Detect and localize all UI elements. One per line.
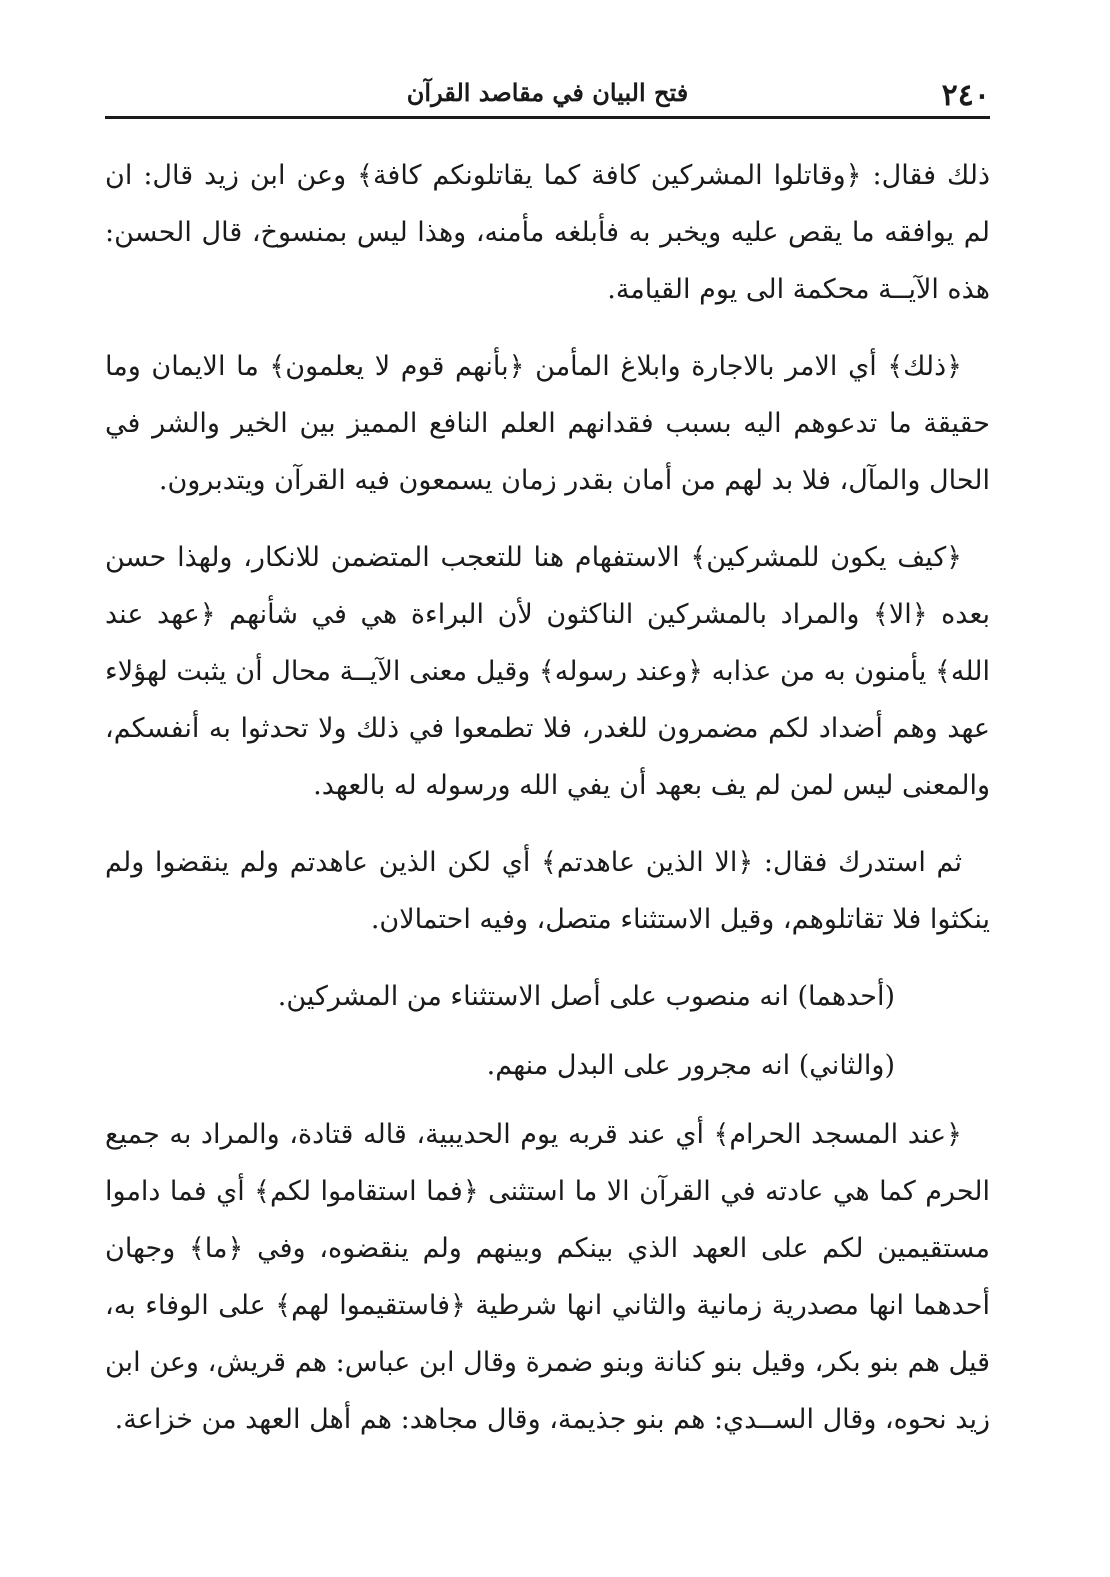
paragraph: ثم استدرك فقال: ﴿الا الذين عاهدتم﴾ أي لكن الذين عاهدتم ولم ينقضوا ولم ينكثوا فلا تقاتلوهم، وقيل الاستثناء متصل، وفيه احتمالان. xyxy=(105,847,990,935)
page-number: ٢٤٠ xyxy=(941,78,990,113)
paragraph: ﴿ذلك﴾ أي الامر بالاجارة وابلاغ المأمن ﴿بأنهم قوم لا يعلمون﴾ ما الايمان وما حقيقة ما تدعوهم اليه بسبب فقدانهم العلم النافع المميز بين الخير والشر في الحال والمآل، فلا بد لهم من أمان بقدر زمان يسمعون فيه القرآن ويتدبرون. xyxy=(105,351,990,496)
paragraph: ذلك فقال: ﴿وقاتلوا المشركين كافة كما يقاتلونكم كافة﴾ وعن ابن زيد قال: ان لم يوافقه ما يقص عليه ويخبر به فأبلغه مأمنه، وهذا ليس بمنسوخ، قال الحسن: هذه الآيــة محكمة الى يوم القيامة. xyxy=(105,160,990,305)
book-page xyxy=(105,60,990,1540)
book-title: فتح البيان في مقاصد القرآن xyxy=(406,78,689,107)
running-header xyxy=(105,60,990,119)
paragraph: ﴿كيف يكون للمشركين﴾ الاستفهام هنا للتعجب المتضمن للانكار، ولهذا حسن بعده ﴿الا﴾ والمراد بالمشركين الناكثون لأن البراءة هي في شأنهم ﴿عهد عند الله﴾ يأمنون به من عذابه ﴿وعند رسوله﴾ وقيل معنى الآيــة محال أن يثبت لهؤلاء عهد وهم أضداد لكم مضمرون للغدر، فلا تطمعوا في ذلك ولا تحدثوا به أنفسكم، والمعنى ليس لمن لم يف بعهد أن يفي الله ورسوله له بالعهد. xyxy=(105,542,990,801)
paragraph-subpoint: (والثاني) انه مجرور على البدل منهم. xyxy=(486,1050,895,1081)
body-text xyxy=(105,147,990,1448)
paragraph: ﴿عند المسجد الحرام﴾ أي عند قربه يوم الحديبية، قاله قتادة، والمراد به جميع الحرم كما هي عادته في القرآن الا ما استثنى ﴿فما استقاموا لكم﴾ أي فما داموا مستقيمين لكم على العهد الذي بينكم وبينهم ولم ينقضوه، وفي ﴿ما﴾ وجهان أحدهما انها مصدرية زمانية والثاني انها شرطية ﴿فاستقيموا لهم﴾ على الوفاء به، قيل هم بنو بكر، وقيل بنو كنانة وبنو ضمرة وقال ابن عباس: هم قريش، وعن ابن زيد نحوه، وقال الســدي: هم بنو جذيمة، وقال مجاهد: هم أهل العهد من خزاعة. xyxy=(105,1119,990,1435)
paragraph-subpoint: (أحدهما) انه منصوب على أصل الاستثناء من المشركين. xyxy=(277,981,895,1012)
